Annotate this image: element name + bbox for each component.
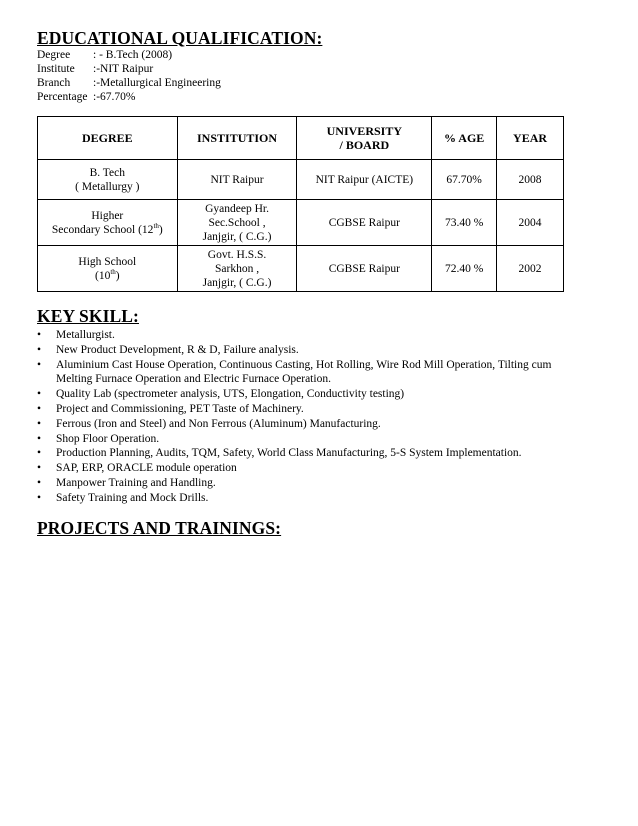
bullet-icon: • [37, 388, 42, 401]
education-table [37, 116, 564, 292]
summary-row [37, 48, 565, 62]
bullet-icon: • [37, 476, 42, 489]
cell-year: 2002 [497, 246, 564, 292]
cell-year: 2008 [497, 160, 564, 200]
cell-percentage: 73.40 % [432, 200, 497, 246]
list-item: • Aluminium Cast House Operation, Continuous Casting, Hot Rolling, Wire Rod Mill Operation, Tilting cum Melting Furnace Operation and Electric Furnace Operation. [37, 358, 552, 386]
cell-degree: High School (10th) [38, 246, 178, 292]
header-percentage: % AGE [432, 117, 497, 160]
summary-label: Branch [37, 77, 71, 89]
list-item: • Manpower Training and Handling. [37, 476, 216, 489]
cell-percentage: 72.40 % [432, 246, 497, 292]
summary-label: Percentage [37, 91, 88, 103]
table-row [38, 246, 564, 292]
bullet-icon: • [37, 329, 42, 341]
bullet-icon: • [37, 491, 42, 504]
list-item: • Production Planning, Audits, TQM, Safety, World Class Manufacturing, 5-S System Implementation. [37, 447, 522, 460]
summary-row [37, 76, 565, 90]
bullet-icon: • [37, 402, 42, 415]
bullet-icon: • [37, 447, 42, 460]
list-item: • Quality Lab (spectrometer analysis, UTS, Elongation, Conductivity testing) [37, 388, 405, 401]
education-summary [37, 48, 565, 104]
cell-board: NIT Raipur (AICTE) [297, 160, 432, 200]
cell-percentage: 67.70% [432, 160, 497, 200]
cell-degree: B. Tech ( Metallurgy ) [38, 160, 178, 200]
list-item: • Ferrous (Iron and Steel) and Non Ferrous (Aluminum) Manufacturing. [37, 417, 381, 430]
table-header-row [38, 117, 564, 160]
bullet-icon: • [37, 358, 42, 371]
list-item: • Shop Floor Operation. [37, 432, 160, 445]
list-item: • New Product Development, R & D, Failure analysis. [37, 343, 299, 356]
list-item: • SAP, ERP, ORACLE module operation [37, 462, 237, 475]
summary-label: Institute [37, 63, 75, 75]
summary-label: Degree [37, 49, 71, 61]
bullet-icon: • [37, 432, 42, 445]
projects-heading: PROJECTS AND TRAININGS: [37, 517, 282, 538]
cell-institution: NIT Raipur [177, 160, 297, 200]
bullet-icon: • [37, 462, 42, 475]
skill-list [37, 328, 565, 506]
header-board: UNIVERSITY / BOARD [297, 117, 432, 160]
table-row [38, 160, 564, 200]
summary-value: :-67.70% [93, 91, 136, 103]
list-item: • Safety Training and Mock Drills. [37, 491, 209, 504]
list-item: • Project and Commissioning, PET Taste of Machinery. [37, 402, 304, 415]
cell-institution: Govt. H.S.S. Sarkhon , Janjgir, ( C.G.) [177, 246, 297, 292]
list-item: • Metallurgist. [37, 329, 115, 341]
header-year: YEAR [497, 117, 564, 160]
cell-year: 2004 [497, 200, 564, 246]
bullet-icon: • [37, 417, 42, 430]
cell-degree: Higher Secondary School (12th) [38, 200, 178, 246]
key-skill-heading: KEY SKILL: [37, 306, 139, 326]
summary-value: :-Metallurgical Engineering [93, 77, 221, 89]
table-row [38, 200, 564, 246]
summary-row [37, 62, 565, 76]
cell-board: CGBSE Raipur [297, 200, 432, 246]
resume-page [37, 28, 565, 538]
summary-value: : - B.Tech (2008) [93, 49, 173, 61]
header-institution: INSTITUTION [177, 117, 297, 160]
bullet-icon: • [37, 343, 42, 356]
summary-row [37, 90, 565, 104]
header-degree: DEGREE [38, 117, 178, 160]
cell-board: CGBSE Raipur [297, 246, 432, 292]
cell-institution: Gyandeep Hr. Sec.School , Janjgir, ( C.G.) [177, 200, 297, 246]
summary-value: :-NIT Raipur [93, 63, 154, 75]
education-heading: EDUCATIONAL QUALIFICATION: [37, 28, 323, 48]
